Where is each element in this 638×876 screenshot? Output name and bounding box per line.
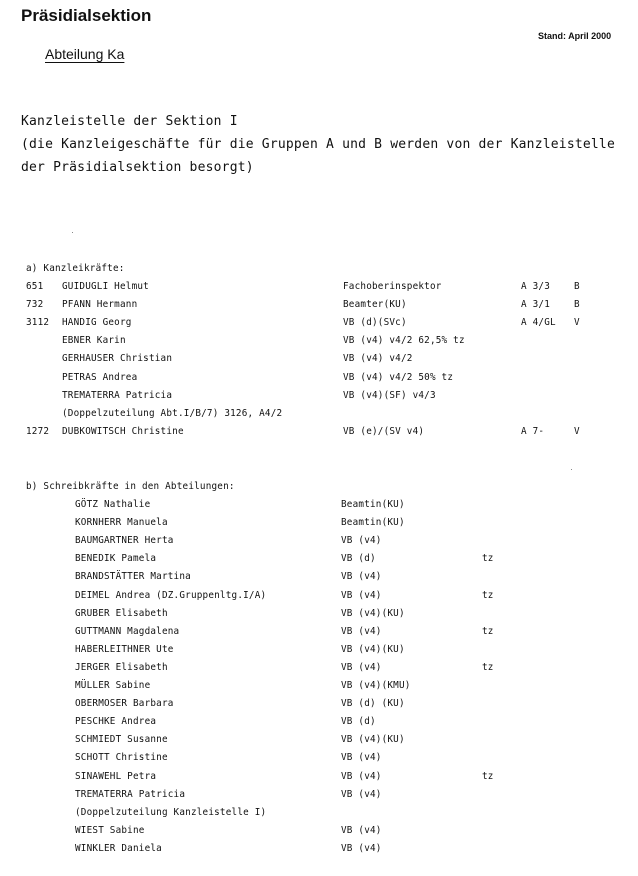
table-row <box>0 353 638 367</box>
table-row <box>0 571 638 585</box>
table-row <box>0 608 638 622</box>
table-row <box>0 825 638 839</box>
staff-name: WIEST Sabine <box>75 824 145 836</box>
staff-status: VB (v4) <box>341 589 382 601</box>
staff-status: VB (v4) <box>341 752 382 764</box>
staff-name: DEIMEL Andrea (DZ.Gruppenltg.I/A) <box>75 589 267 601</box>
staff-status: VB (v4) <box>341 571 382 583</box>
table-row <box>0 281 638 295</box>
staff-status: VB (v4)(KU) <box>341 607 405 619</box>
table-row <box>0 499 638 513</box>
staff-name: KORNHERR Manuela <box>75 517 168 529</box>
staff-grade: A 3/1 <box>521 299 550 311</box>
staff-grade: A 3/3 <box>521 281 550 292</box>
staff-grade: A 7- <box>521 425 545 437</box>
staff-status: VB (e)/(SV v4) <box>343 425 425 437</box>
table-row <box>0 807 638 821</box>
part-time-flag: tz <box>482 589 494 601</box>
staff-status: Fachoberinspektor <box>343 281 442 292</box>
staff-name: TREMATERRA Patricia <box>62 389 173 401</box>
staff-name: GRUBER Elisabeth <box>75 607 168 619</box>
staff-status: Beamter(KU) <box>343 299 407 311</box>
section-b-heading: b) Schreibkräfte in den Abteilungen: <box>26 481 235 492</box>
table-row <box>0 517 638 531</box>
staff-status: VB (v4)(KMU) <box>341 680 411 691</box>
staff-name: SINAWEHL Petra <box>75 770 157 782</box>
table-row <box>0 626 638 640</box>
staff-status: VB (v4)(KU) <box>341 734 405 746</box>
staff-name: HANDIG Georg <box>62 317 132 329</box>
table-row <box>0 372 638 386</box>
staff-number: 3112 <box>26 317 50 329</box>
staff-status: VB (d) (KU) <box>341 698 405 710</box>
scan-speck <box>571 469 572 470</box>
part-time-flag: tz <box>482 553 494 565</box>
staff-status: VB (v4)(SF) v4/3 <box>343 389 436 401</box>
staff-category: B <box>574 281 580 292</box>
staff-name: PFANN Hermann <box>62 299 138 311</box>
staff-name: (Doppelzuteilung Abt.I/B/7) 3126, A4/2 <box>62 407 283 419</box>
table-row <box>0 408 638 422</box>
table-row <box>0 771 638 785</box>
staff-name: PETRAS Andrea <box>62 371 138 383</box>
staff-name: OBERMOSER Barbara <box>75 698 174 710</box>
staff-name: WINKLER Daniela <box>75 842 162 854</box>
staff-name: JERGER Elisabeth <box>75 661 168 673</box>
staff-name: BRANDSTÄTTER Martina <box>75 571 191 583</box>
table-row <box>0 680 638 694</box>
staff-name: EBNER Karin <box>62 335 126 347</box>
table-row <box>0 299 638 313</box>
table-row <box>0 553 638 567</box>
staff-category: B <box>574 299 580 311</box>
table-row <box>0 789 638 803</box>
staff-status: VB (v4)(KU) <box>341 643 405 655</box>
department-heading: Abteilung Ka <box>45 46 125 62</box>
staff-number: 651 <box>26 281 44 292</box>
stand-date: Stand: April 2000 <box>538 31 612 41</box>
part-time-flag: tz <box>482 625 494 637</box>
page-title: Präsidialsektion <box>21 6 152 25</box>
staff-name: DUBKOWITSCH Christine <box>62 425 184 437</box>
staff-name: (Doppelzuteilung Kanzleistelle I) <box>75 806 267 818</box>
scan-speck <box>72 232 73 233</box>
section-a-heading: a) Kanzleikräfte: <box>26 263 125 274</box>
staff-status: VB (v4) v4/2 62,5% tz <box>343 335 465 347</box>
staff-name: SCHMIEDT Susanne <box>75 734 168 746</box>
staff-number: 1272 <box>26 425 50 437</box>
table-row <box>0 843 638 857</box>
staff-name: BAUMGARTNER Herta <box>75 535 174 547</box>
staff-status: VB (v4) <box>341 824 382 836</box>
staff-status: VB (v4) <box>341 788 382 800</box>
table-row <box>0 716 638 730</box>
part-time-flag: tz <box>482 661 494 673</box>
staff-name: GUTTMANN Magdalena <box>75 625 180 637</box>
staff-name: PESCHKE Andrea <box>75 716 157 728</box>
staff-status: VB (v4) <box>341 535 382 547</box>
staff-grade: A 4/GL <box>521 317 556 329</box>
staff-status: VB (v4) v4/2 50% tz <box>343 371 454 383</box>
intro-line-3: der Präsidialsektion besorgt) <box>21 160 254 175</box>
staff-category: V <box>574 317 580 329</box>
staff-category: V <box>574 425 580 437</box>
staff-name: SCHOTT Christine <box>75 752 168 764</box>
staff-name: TREMATERRA Patricia <box>75 788 186 800</box>
table-row <box>0 390 638 404</box>
staff-name: HABERLEITHNER Ute <box>75 643 174 655</box>
table-row <box>0 752 638 766</box>
staff-name: GÖTZ Nathalie <box>75 499 151 510</box>
staff-number: 732 <box>26 299 44 311</box>
staff-status: VB (v4) <box>341 770 382 782</box>
intro-line-1: Kanzleistelle der Sektion I <box>21 114 238 129</box>
table-row <box>0 644 638 658</box>
staff-status: VB (d)(SVc) <box>343 317 407 329</box>
staff-name: MÜLLER Sabine <box>75 680 151 691</box>
staff-status: VB (v4) <box>341 842 382 854</box>
table-row <box>0 734 638 748</box>
table-row <box>0 590 638 604</box>
staff-status: VB (d) <box>341 716 376 728</box>
staff-status: VB (d) <box>341 553 376 565</box>
staff-status: Beamtin(KU) <box>341 517 405 529</box>
staff-status: VB (v4) v4/2 <box>343 353 413 365</box>
table-row <box>0 535 638 549</box>
staff-name: GERHAUSER Christian <box>62 353 173 365</box>
table-row <box>0 426 638 440</box>
staff-status: Beamtin(KU) <box>341 499 405 510</box>
table-row <box>0 335 638 349</box>
table-row <box>0 317 638 331</box>
staff-status: VB (v4) <box>341 625 382 637</box>
part-time-flag: tz <box>482 770 494 782</box>
table-row <box>0 698 638 712</box>
intro-line-2: (die Kanzleigeschäfte für die Gruppen A und B werden von der Kanzleistelle <box>21 137 615 152</box>
table-row <box>0 662 638 676</box>
staff-name: BENEDIK Pamela <box>75 553 157 565</box>
staff-status: VB (v4) <box>341 661 382 673</box>
staff-name: GUIDUGLI Helmut <box>62 281 149 292</box>
